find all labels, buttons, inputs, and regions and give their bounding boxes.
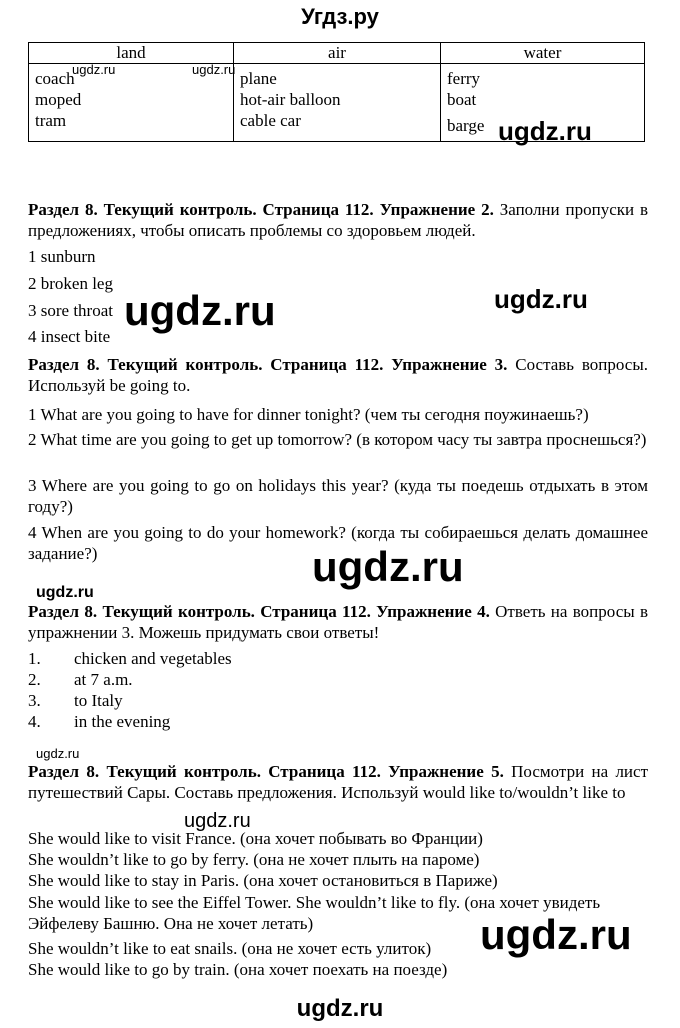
exercise-4-header	[28, 601, 648, 643]
table-item: moped	[35, 90, 82, 109]
watermark: ugdz.ru	[296, 995, 384, 1022]
list-item: 4 When are you going to do your homework? (когда ты собираешься делать домашнее задание?)	[28, 523, 648, 563]
list-item: 1 What are you going to have for dinner tonight? (чем ты сегодня поужинаешь?)	[28, 405, 589, 424]
list-item: 1 sunburn	[28, 247, 96, 266]
item-number: 1.	[28, 649, 41, 668]
watermark: ugdz.ru	[36, 584, 94, 601]
air-cell	[234, 64, 441, 142]
column-header-air: air	[234, 43, 441, 64]
list-item	[28, 669, 133, 690]
list-item: She would like to stay in Paris. (она хочет остановиться в Париже)	[28, 871, 498, 890]
watermark: ugdz.ru	[72, 62, 116, 77]
watermark: ugdz.ru	[312, 543, 464, 590]
exercise-3-header	[28, 354, 648, 396]
exercise-task: Посмотри на лист путешествий Сары. Составь предложения. Используй would like to/wouldn’t like to	[28, 762, 648, 802]
list-item: 3 Where are you going to go on holidays this year? (куда ты поедешь отдыхать в этом году?)	[28, 476, 648, 516]
list-item: She wouldn’t like to eat snails. (она не хочет есть улиток)	[28, 939, 432, 958]
list-item: 2 What time are you going to get up tomorrow? (в котором часу ты завтра проснешься?)	[28, 430, 647, 449]
exercise-task: Составь вопросы. Используй be going to.	[28, 355, 649, 395]
exercise-heading: Раздел 8. Текущий контроль. Страница 112. Упражнение 3.	[28, 355, 508, 374]
exercise-task: Ответь на вопросы в упражнении 3. Можешь придумать свои ответы!	[28, 602, 648, 642]
list-item	[28, 711, 170, 732]
watermark: ugdz.ru	[192, 62, 236, 77]
site-title: Угдз.ру	[301, 4, 379, 29]
list-item: 3 sore throat	[28, 301, 113, 320]
exercise-heading: Раздел 8. Текущий контроль. Страница 112. Упражнение 2.	[28, 200, 494, 219]
item-number: 2.	[28, 670, 41, 689]
exercise-2-header	[28, 199, 648, 241]
item-text: at 7 a.m.	[74, 670, 133, 689]
table-item: hot-air balloon	[240, 90, 341, 109]
list-item: 4 insect bite	[28, 327, 111, 346]
watermark: ugdz.ru	[124, 287, 276, 334]
item-number: 3.	[28, 691, 41, 710]
column-header-land: land	[29, 43, 234, 64]
item-text: in the evening	[74, 712, 171, 731]
list-item: 2 broken leg	[28, 274, 113, 293]
list-item	[28, 690, 123, 711]
item-text: to Italy	[74, 691, 123, 710]
watermark: ugdz.ru	[494, 284, 588, 314]
list-item: She would like to visit France. (она хочет побывать во Франции)	[28, 829, 483, 848]
table-item: barge	[447, 116, 485, 135]
list-item: She wouldn’t like to go by ferry. (она не хочет плыть на пароме)	[28, 850, 480, 869]
table-item: boat	[447, 90, 477, 109]
item-number: 4.	[28, 712, 41, 731]
list-item	[28, 648, 232, 669]
watermark: ugdz.ru	[498, 116, 592, 146]
exercise-heading: Раздел 8. Текущий контроль. Страница 112. Упражнение 5.	[28, 762, 504, 781]
watermark: ugdz.ru	[480, 911, 632, 958]
exercise-heading: Раздел 8. Текущий контроль. Страница 112. Упражнение 4.	[28, 602, 490, 621]
list-item: She would like to see the Eiffel Tower. She wouldn’t like to fly. (она хочет увидеть Эйфелеву Башню. Она не хочет летать)	[28, 893, 601, 933]
watermark: ugdz.ru	[36, 746, 80, 761]
column-header-water: water	[441, 43, 645, 64]
table-item: coach	[35, 69, 75, 88]
watermark: ugdz.ru	[184, 810, 251, 832]
table-item: cable car	[240, 111, 301, 130]
item-text: chicken and vegetables	[74, 649, 232, 668]
exercise-task: Заполни пропуски в предложениях, чтобы описать проблемы со здоровьем людей.	[28, 200, 649, 240]
exercise-5-header	[28, 761, 648, 803]
table-item: ferry	[447, 69, 481, 88]
table-item: plane	[240, 69, 277, 88]
list-item: She would like to go by train. (она хочет поехать на поезде)	[28, 960, 448, 979]
table-item: tram	[35, 111, 67, 130]
